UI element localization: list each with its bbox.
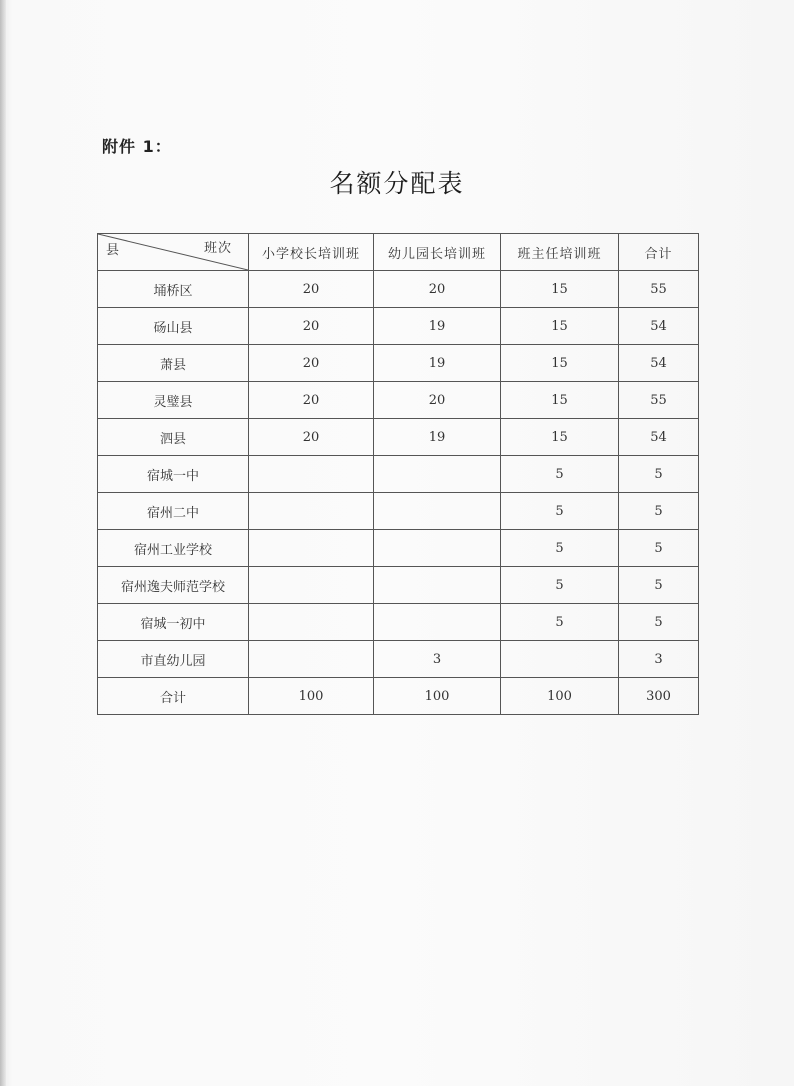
row-name-cell: 市直幼儿园	[98, 641, 249, 678]
value-cell	[249, 530, 374, 567]
value-cell	[249, 604, 374, 641]
value-cell: 19	[374, 419, 501, 456]
value-cell: 15	[501, 271, 619, 308]
value-cell: 100	[249, 678, 374, 715]
value-cell: 5	[619, 567, 699, 604]
value-cell: 54	[619, 419, 699, 456]
row-name-cell: 埇桥区	[98, 271, 249, 308]
table-row	[98, 382, 699, 419]
row-name-cell: 宿城一中	[98, 456, 249, 493]
value-cell: 20	[249, 308, 374, 345]
table-row	[98, 345, 699, 382]
table-header-row	[98, 234, 699, 271]
value-cell: 55	[619, 382, 699, 419]
value-cell: 55	[619, 271, 699, 308]
value-cell: 20	[249, 382, 374, 419]
table-row	[98, 493, 699, 530]
scan-edge	[0, 0, 6, 1086]
value-cell: 5	[619, 456, 699, 493]
row-name-cell: 宿城一初中	[98, 604, 249, 641]
table-row	[98, 456, 699, 493]
table-row	[98, 530, 699, 567]
value-cell	[249, 567, 374, 604]
value-cell	[249, 456, 374, 493]
table-row	[98, 678, 699, 715]
row-name-cell: 灵璧县	[98, 382, 249, 419]
value-cell: 5	[619, 530, 699, 567]
row-name-cell: 合计	[98, 678, 249, 715]
value-cell: 20	[249, 345, 374, 382]
table-row	[98, 567, 699, 604]
value-cell: 5	[501, 493, 619, 530]
value-cell: 300	[619, 678, 699, 715]
value-cell	[374, 530, 501, 567]
value-cell: 15	[501, 345, 619, 382]
column-header: 合计	[619, 234, 699, 271]
value-cell: 5	[501, 567, 619, 604]
row-name-cell: 萧县	[98, 345, 249, 382]
value-cell: 54	[619, 308, 699, 345]
value-cell	[501, 641, 619, 678]
row-name-cell: 泗县	[98, 419, 249, 456]
quota-table	[97, 233, 699, 715]
table-row	[98, 419, 699, 456]
row-name-cell: 砀山县	[98, 308, 249, 345]
value-cell: 100	[374, 678, 501, 715]
value-cell	[249, 641, 374, 678]
value-cell: 5	[501, 530, 619, 567]
value-cell	[374, 493, 501, 530]
value-cell: 100	[501, 678, 619, 715]
value-cell: 15	[501, 308, 619, 345]
value-cell: 15	[501, 382, 619, 419]
value-cell: 3	[619, 641, 699, 678]
value-cell: 5	[501, 604, 619, 641]
table-row	[98, 641, 699, 678]
column-header: 小学校长培训班	[249, 234, 374, 271]
value-cell: 15	[501, 419, 619, 456]
value-cell: 20	[249, 271, 374, 308]
value-cell: 5	[619, 493, 699, 530]
row-name-cell: 宿州工业学校	[98, 530, 249, 567]
value-cell	[374, 604, 501, 641]
value-cell	[374, 456, 501, 493]
column-header: 幼儿园长培训班	[374, 234, 501, 271]
value-cell: 5	[501, 456, 619, 493]
value-cell: 5	[619, 604, 699, 641]
row-name-cell: 宿州逸夫师范学校	[98, 567, 249, 604]
corner-row-label: 县	[106, 243, 121, 258]
attachment-label: 附件 1：	[102, 137, 172, 156]
column-header: 班主任培训班	[501, 234, 619, 271]
table-row	[98, 271, 699, 308]
value-cell: 54	[619, 345, 699, 382]
value-cell	[374, 567, 501, 604]
row-name-cell: 宿州二中	[98, 493, 249, 530]
value-cell: 20	[249, 419, 374, 456]
table-row	[98, 604, 699, 641]
value-cell: 3	[374, 641, 501, 678]
value-cell: 19	[374, 308, 501, 345]
corner-col-label: 班次	[203, 241, 232, 256]
corner-header-cell	[98, 234, 249, 271]
value-cell: 20	[374, 382, 501, 419]
table-row	[98, 308, 699, 345]
value-cell	[249, 493, 374, 530]
page-title: 名额分配表	[329, 169, 465, 198]
value-cell: 20	[374, 271, 501, 308]
value-cell: 19	[374, 345, 501, 382]
